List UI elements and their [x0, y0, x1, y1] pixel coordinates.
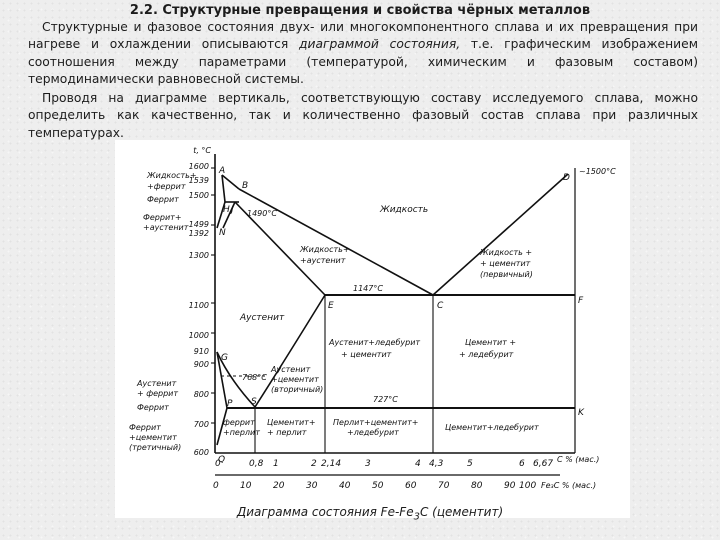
point-j: J [231, 205, 234, 215]
region-liquid-austenite-1: Жидкость+ [300, 245, 350, 254]
region-ferrite-cem-3: (третичный) [129, 443, 182, 452]
xf-70: 70 [438, 481, 450, 491]
caption-subscript: 3 [413, 511, 420, 523]
temp-727: 727°C [373, 395, 398, 404]
y-tick-1300: 1300 [188, 251, 209, 260]
region-cem-ledeb-1: Цементит + [465, 338, 517, 347]
xc-2.14: 2,14 [321, 459, 342, 469]
region-ferrite-austenite-1: Феррит+ [143, 213, 182, 222]
y-tick-600: 600 [193, 448, 209, 457]
paragraph-2-text: Проводя на диаграмме вертикаль, соответствующую составу исследуемого сплава, можно определить как качественно, так и количественно фазовый состав сплава при различных температурах. [28, 91, 698, 140]
region-aus-ledeb-1: Аустенит+ледебурит [329, 338, 421, 347]
region-pearl-ledeb-2: +ледебурит [347, 428, 399, 437]
region-ferrite-cem-1: Феррит [129, 423, 161, 432]
y-tick-1100: 1100 [188, 301, 209, 310]
point-c: C [437, 301, 444, 311]
xf-40: 40 [339, 481, 351, 491]
xc-4.3: 4,3 [429, 459, 444, 469]
xc-0: 0 [215, 459, 221, 469]
xc-2: 2 [311, 459, 317, 469]
region-liquid: Жидкость [380, 205, 429, 215]
region-ferrite-top: Феррит [147, 195, 179, 204]
y-tick-1392: 1392 [188, 229, 209, 238]
region-liquid-austenite-2: +аустенит [300, 256, 346, 265]
point-q: Q [218, 455, 226, 465]
region-cem-ledeb-2: + ледебурит [459, 350, 514, 359]
region-aus-ferrite-2: + феррит [137, 389, 179, 398]
region-liquid-ferrite-1: Жидкость+ [147, 171, 197, 180]
xf-30: 30 [306, 481, 318, 491]
xc-3: 3 [365, 459, 371, 469]
region-liquid-ferrite-2: +феррит [147, 182, 186, 191]
region-aus-ferrite-1: Аустенит [137, 379, 177, 388]
caption-suffix: С (цементит) [419, 505, 504, 519]
y-tick-910: 910 [193, 347, 209, 356]
point-d: D [563, 173, 570, 183]
line-ah [222, 175, 225, 202]
point-s: S [251, 397, 257, 407]
region-liquid-cementite-3: (первичный) [480, 270, 533, 279]
slide-title: 2.2. Структурные превращения и свойства чёрных металлов [129, 3, 591, 18]
xf-20: 20 [273, 481, 285, 491]
y-tick-800: 800 [193, 390, 209, 399]
y-tick-1600: 1600 [188, 162, 209, 171]
phase-diagram-svg [115, 140, 630, 518]
xc-6.67: 6,67 [533, 459, 554, 469]
region-ferrite-pearlite-2: +перлит [223, 428, 260, 437]
point-e: E [328, 301, 334, 311]
caption-prefix: Диаграмма состояния Fe-Fe [236, 505, 414, 519]
point-a: A [219, 166, 226, 176]
y-tick-1539: 1539 [188, 176, 209, 185]
region-ferrite-austenite-2: +аустенит [143, 223, 189, 232]
xf-0: 0 [213, 481, 219, 491]
region-aus-cem-3: (вторичный) [271, 385, 324, 394]
xf-100: 100 [519, 481, 537, 491]
paragraph-1-start: Структурные и фазовое состояния двух- или многокомпонентного сплава и их превращения при нагреве и охлаждении описываются [28, 20, 698, 52]
xf-10: 10 [240, 481, 252, 491]
region-aus-cem-1: Аустенит [271, 365, 311, 374]
y-tick-1499: 1499 [188, 220, 209, 229]
region-cem-pearlite-2: + перлит [267, 428, 307, 437]
point-h: H [223, 205, 230, 215]
temp-d: ~1500°C [579, 167, 616, 176]
xf-60: 60 [405, 481, 417, 491]
xc-unit: С % (мас.) [557, 455, 600, 464]
xc-4: 4 [415, 459, 421, 469]
y-axis-label: t, °C [193, 146, 211, 155]
region-ferrite-pearlite-1: феррит [223, 418, 255, 427]
xc-1: 1 [273, 459, 279, 469]
y-tick-1500: 1500 [188, 191, 209, 200]
y-tick-700: 700 [193, 420, 209, 429]
xf-90: 90 [504, 481, 516, 491]
region-cem-pearlite-1: Цементит+ [267, 418, 316, 427]
point-p: P [227, 399, 233, 409]
region-aus-ledeb-2: + цементит [341, 350, 392, 359]
region-pearl-ledeb-1: Перлит+цементит+ [333, 418, 419, 427]
temp-peritectic: 1490°C [247, 209, 277, 218]
paragraph-1-end: т.е. графическим изображением соотношения между параметрами (температурой, химическим и фазовым составом) термодинамически равновесной системы. [28, 37, 698, 87]
region-austenite: Аустенит [240, 313, 285, 323]
region-liquid-cementite-1: Жидкость + [480, 248, 533, 257]
point-b: B [242, 181, 249, 191]
figure-caption [0, 505, 720, 522]
xc-5: 5 [467, 459, 473, 469]
region-ferrite-left: Феррит [137, 403, 169, 412]
xf-50: 50 [372, 481, 384, 491]
temp-eutectic: 1147°C [353, 284, 383, 293]
paragraph-1 [28, 19, 698, 89]
temp-768: 768°C [242, 373, 267, 382]
paragraph-2 [28, 90, 698, 142]
xc-6: 6 [519, 459, 525, 469]
xf-unit: Fe₃C % (мас.) [541, 481, 597, 490]
y-tick-1000: 1000 [188, 331, 209, 340]
region-cem-ledeb-low: Цементит+ледебурит [445, 423, 539, 432]
paragraph-1-emphasis: диаграммой состояния, [299, 37, 461, 52]
region-ferrite-cem-2: +цементит [129, 433, 177, 442]
point-g: G [221, 353, 228, 363]
line-ab [222, 175, 239, 189]
phase-diagram [115, 140, 630, 518]
xc-0.8: 0,8 [249, 459, 264, 469]
region-liquid-cementite-2: + цементит [480, 259, 531, 268]
xf-80: 80 [471, 481, 483, 491]
region-aus-cem-2: +цементит [271, 375, 319, 384]
point-f: F [578, 296, 584, 306]
y-tick-900: 900 [193, 360, 209, 369]
point-k: K [578, 408, 584, 418]
point-n: N [219, 228, 226, 238]
